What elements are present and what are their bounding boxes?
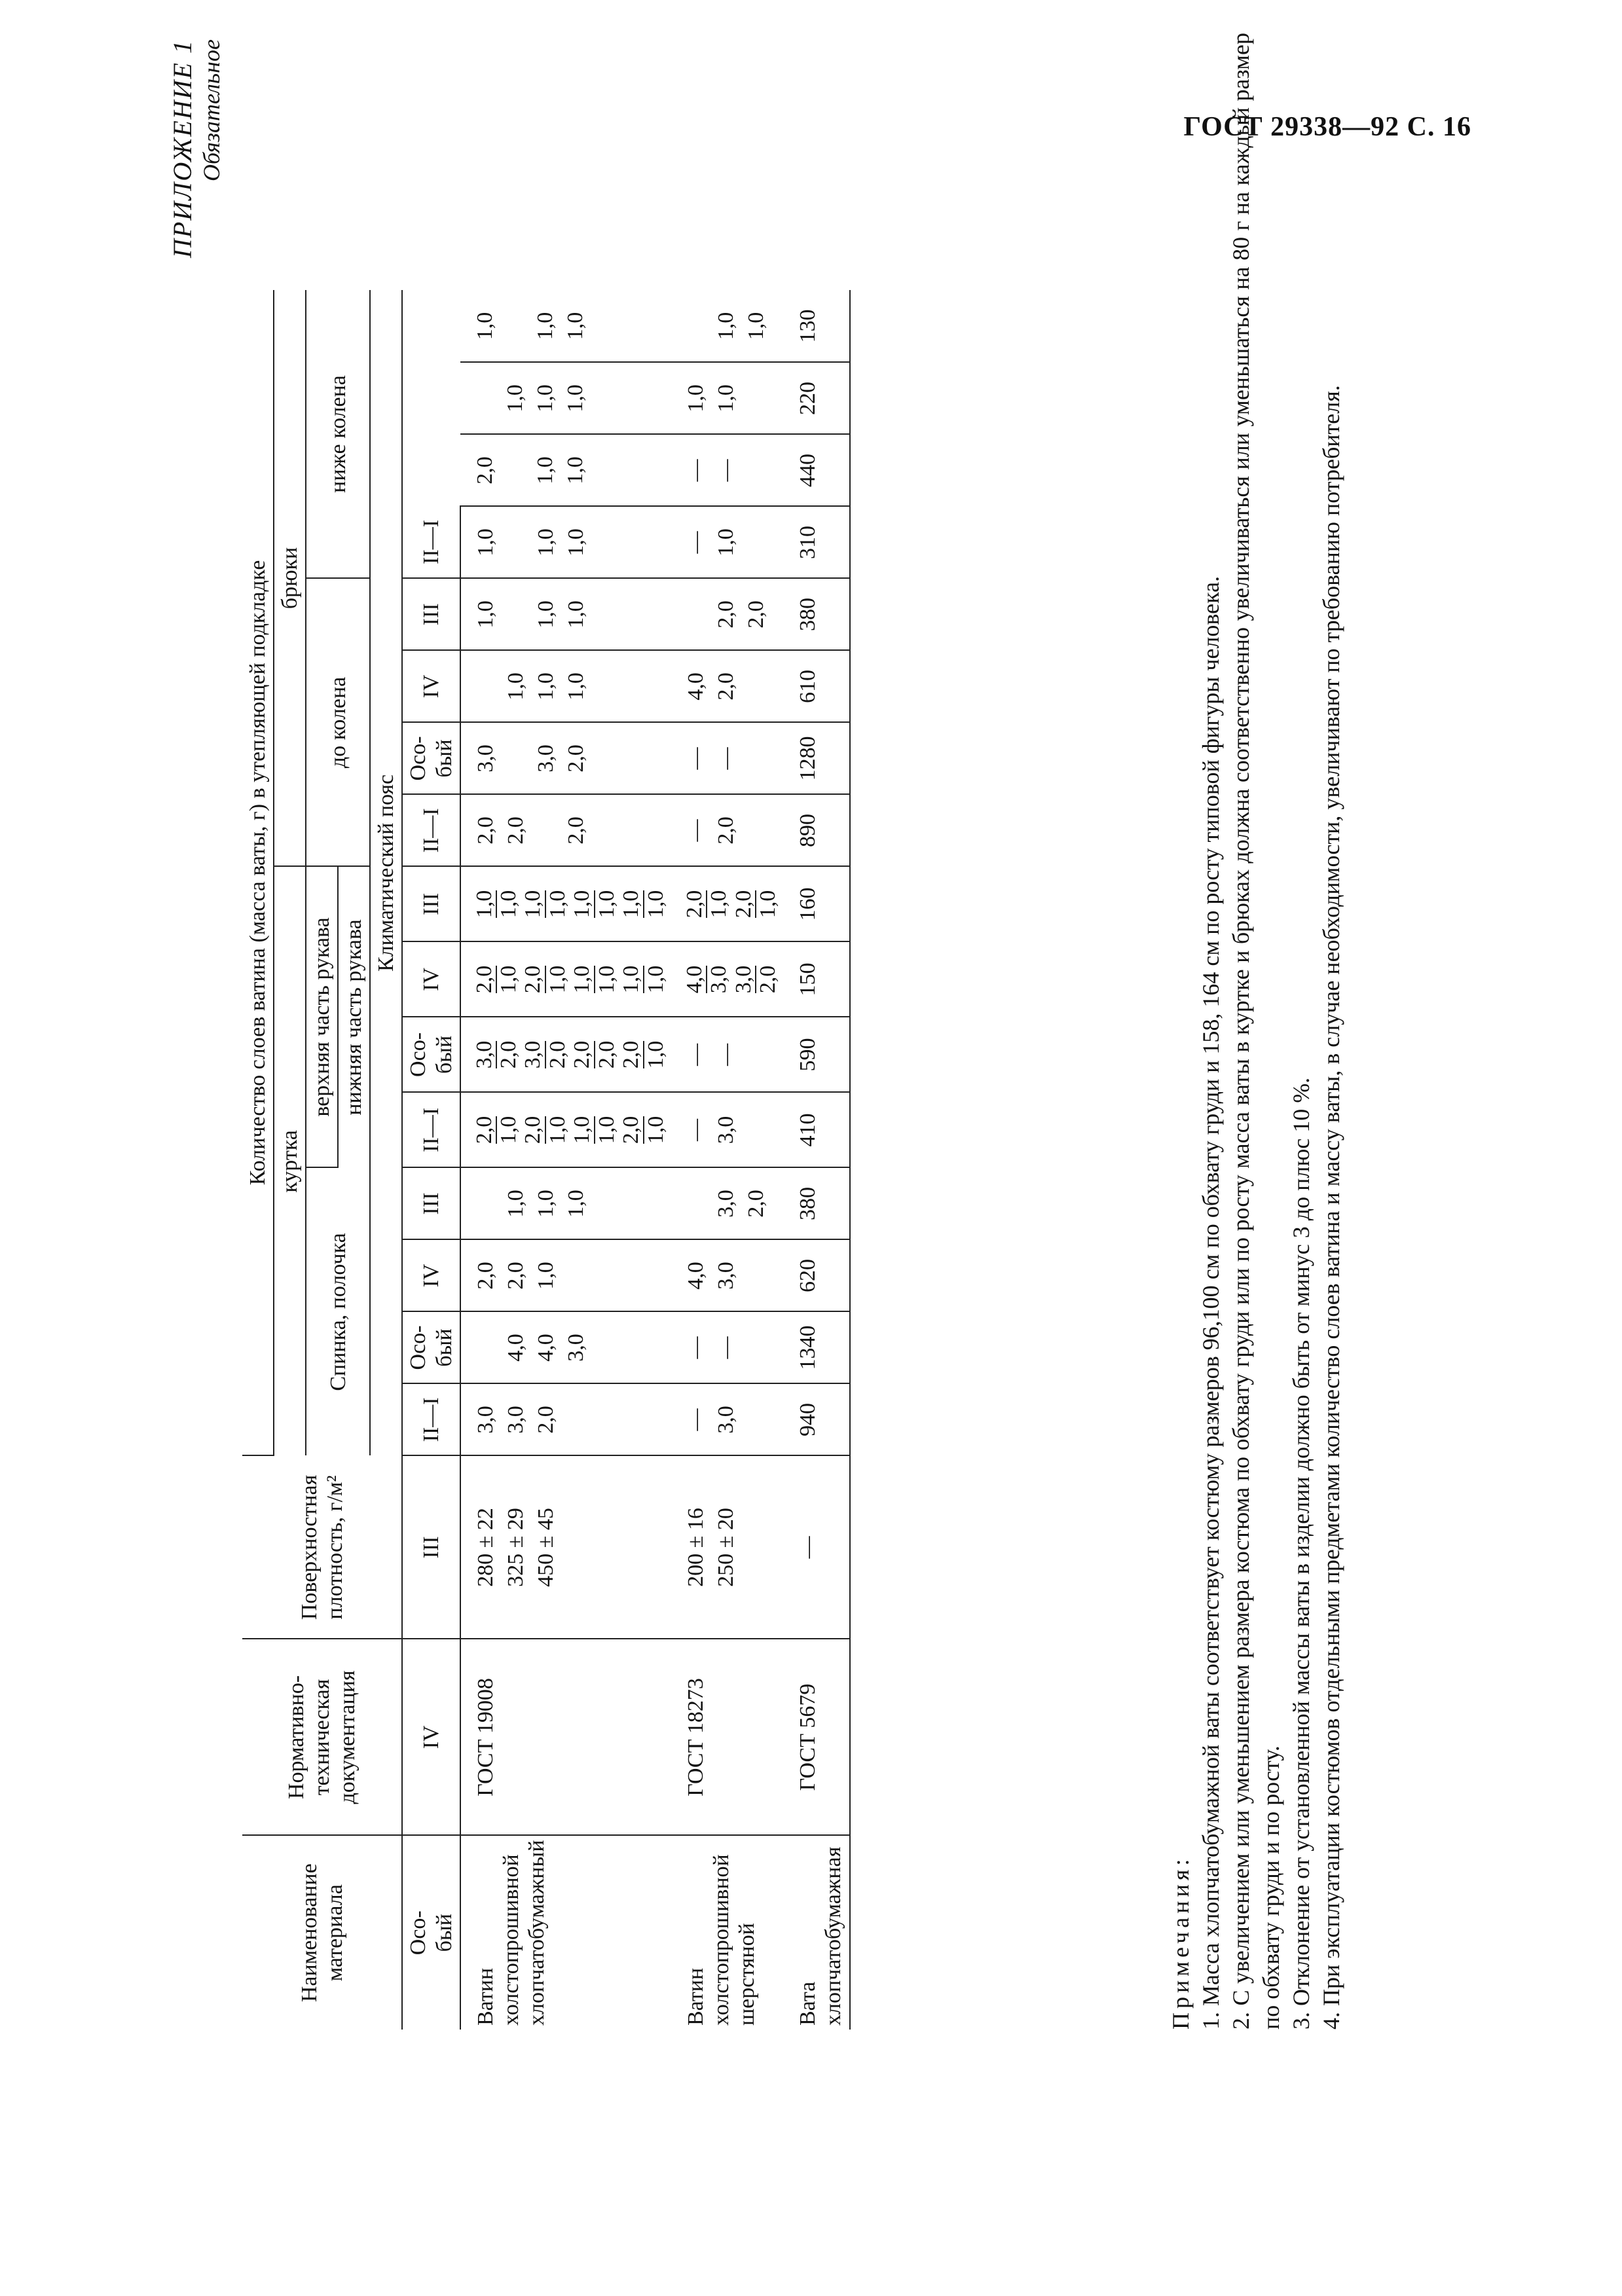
- surface-density: 200 ± 16 250 ± 20: [671, 1455, 784, 1639]
- climate-zone-label: II—I: [402, 794, 460, 866]
- header-back-front: Спинка, полочка: [306, 1167, 370, 1455]
- fraction-value: 4,0 3,0: [682, 965, 731, 994]
- climate-zone-label: III: [402, 1167, 460, 1239]
- page-header: ГОСТ 29338—92 С. 16: [1183, 112, 1471, 142]
- fraction-value: 1,0 1,0: [570, 1116, 619, 1144]
- climate-zone-label: Осо- бый: [402, 1311, 460, 1383]
- back-value: — 3,0: [671, 1383, 784, 1455]
- climate-zone-label: IV: [402, 941, 460, 1017]
- below-value: 220: [783, 362, 849, 434]
- table-row: [460, 290, 671, 2030]
- appendix-title: ПРИЛОЖЕНИЕ 1: [168, 39, 197, 258]
- climate-zone-label: Осо- бый: [402, 722, 460, 794]
- fraction-value: 2,0 1,0: [521, 1116, 570, 1144]
- below-value: 2,0 1,0 1,0: [460, 434, 671, 506]
- fraction-value: 1,0 1,0: [521, 890, 570, 919]
- knee-value: 610: [783, 650, 849, 722]
- sleeve-value: 590: [783, 1017, 849, 1092]
- header-normative-doc: Нормативно-техническая документация: [242, 1639, 402, 1835]
- header-climate-zones: [402, 290, 460, 2030]
- knee-value: 2,0 2,0 2,0: [460, 794, 671, 866]
- climate-zone-label: Осо- бый: [402, 1017, 460, 1092]
- fraction-value: 2,0 1,0: [521, 965, 570, 994]
- below-knee-value: 1,0 1,0: [671, 362, 784, 434]
- sleeve-value: [460, 941, 671, 1017]
- material-name: Ватин холстопрошивной хлопчатобумажный: [473, 1840, 549, 2026]
- knee-value: 2,0 2,0: [671, 578, 784, 650]
- fraction-value: 3,0 2,0: [521, 1040, 570, 1069]
- sleeve-value: [460, 1092, 671, 1167]
- note-3: 3. Отклонение от установленной массы ваты в изделии должно быть от минус 3 до плюс 10 %.: [1288, 1077, 1315, 2030]
- knee-value: — 2,0: [671, 794, 784, 866]
- table-body: [460, 290, 850, 2030]
- knee-value: 1,0 1,0 1,0: [460, 650, 671, 722]
- surface-density: 280 ± 22 325 ± 29 450 ± 45: [460, 1455, 671, 1639]
- sleeve-value: 150: [783, 941, 849, 1017]
- rotated-content: [168, 13, 1552, 2056]
- sleeve-value: [671, 941, 784, 1017]
- note-2: 2. С увеличением или уменьшением размера костюма по обхвату груди или по росту масса ваты в куртке и брюках должна соответственно увеличиваться или уменьшаться на 80 г на каждый размер по обхвату груди и по росту.: [1228, 33, 1285, 2030]
- table-row: [783, 290, 849, 2030]
- fraction-value: 1,0 1,0: [619, 890, 668, 919]
- below-value: 310: [783, 506, 849, 578]
- appendix-subtitle: Обязательное: [198, 39, 225, 181]
- knee-value: 1280: [783, 722, 849, 794]
- normative-doc: ГОСТ 18273: [671, 1639, 784, 1835]
- climate-zone-label: III: [402, 578, 460, 650]
- normative-doc: ГОСТ 19008: [460, 1639, 671, 1835]
- back-value: 1,0 1,0 1,0: [460, 1167, 671, 1239]
- material-name: Вата хлопчатобумажная: [783, 1835, 849, 2030]
- back-value: 4,0 4,0 3,0: [460, 1311, 671, 1383]
- sleeve-value: — 3,0: [671, 1092, 784, 1167]
- sleeve-value: [671, 866, 784, 941]
- knee-value: 4,0 2,0: [671, 650, 784, 722]
- climate-zone-label: III: [402, 1455, 460, 1639]
- below-knee-value: 1,0 1,0: [671, 290, 784, 362]
- sleeve-value: — —: [671, 1017, 784, 1092]
- below-knee-value: — —: [671, 434, 784, 506]
- fraction-value: 1,0 1,0: [570, 965, 619, 994]
- header-below-knee: ниже колена: [306, 290, 370, 578]
- below-knee-value: — 1,0: [671, 506, 784, 578]
- climate-zone-label: III: [402, 866, 460, 941]
- back-value: 940: [783, 1383, 849, 1455]
- back-value: 4,0 3,0: [671, 1239, 784, 1311]
- fraction-value: 2,0 1,0: [619, 1116, 668, 1144]
- knee-value: 380: [783, 578, 849, 650]
- back-value: 620: [783, 1239, 849, 1311]
- climate-zone-label: II—I: [402, 1092, 460, 1167]
- knee-value: 890: [783, 794, 849, 866]
- fraction-value: 2,0 1,0: [682, 890, 731, 919]
- notes: [1166, 33, 1346, 2030]
- climate-zone-label: II—I: [402, 1383, 460, 1455]
- sleeve-value: [460, 1017, 671, 1092]
- surface-density: —: [783, 1455, 849, 1639]
- sleeve-value: 160: [783, 866, 849, 941]
- fraction-value: 2,0 1,0: [471, 1116, 521, 1144]
- sleeve-value: [460, 866, 671, 941]
- header-surface-density: Поверхностная плотность, г/м²: [242, 1455, 402, 1639]
- wadding-table: [242, 290, 851, 2030]
- below-value: 1,0 1,0 1,0: [460, 506, 671, 578]
- note-4: 4. При эксплуатации костюмов отдельными предметами количество слоев ватина и массу ваты, в случае необходимости, увеличивают по требованию потребителя.: [1318, 385, 1345, 2030]
- header-material-name: Наименование материала: [242, 1835, 402, 2030]
- below-value: 1,0 1,0 1,0: [460, 362, 671, 434]
- knee-value: 1,0 1,0 1,0: [460, 578, 671, 650]
- fraction-value: 1,0 1,0: [619, 965, 668, 994]
- material-name: Ватин холстопрошивной шерстяной: [683, 1854, 759, 2026]
- appendix-label: [167, 39, 225, 258]
- back-value: 3,0 2,0: [671, 1167, 784, 1239]
- climate-zone-label: Осо- бый: [402, 1835, 460, 2030]
- header-trousers: брюки: [274, 290, 306, 866]
- header-lower-sleeve: нижняя часть рукава: [338, 866, 370, 1167]
- below-value: 1,0 1,0 1,0: [460, 290, 671, 362]
- below-value: 440: [783, 434, 849, 506]
- fraction-value: 1,0 1,0: [570, 890, 619, 919]
- notes-title: Примечания:: [1168, 1855, 1194, 2030]
- climate-zone-label: II—I: [402, 506, 460, 578]
- normative-doc: ГОСТ 5679: [783, 1639, 849, 1835]
- back-value: 380: [783, 1167, 849, 1239]
- sleeve-value: 410: [783, 1092, 849, 1167]
- header-to-knee: до колена: [306, 578, 370, 866]
- note-1: 1. Масса хлопчатобумажной ваты соответствует костюму размеров 96,100 см по обхвату груди и 158, 164 см по росту типовой фигуры человека.: [1198, 575, 1225, 2030]
- back-value: 3,0 3,0 2,0: [460, 1383, 671, 1455]
- knee-value: 3,0 3,0 2,0: [460, 722, 671, 794]
- fraction-value: 3,0 2,0: [731, 965, 781, 994]
- knee-value: — —: [671, 722, 784, 794]
- back-value: — —: [671, 1311, 784, 1383]
- fraction-value: 2,0 1,0: [731, 890, 781, 919]
- header-layer-count: Количество слоев ватина (масса ваты, г) в утепляющей подкладке: [242, 290, 274, 1455]
- back-value: 1340: [783, 1311, 849, 1383]
- header-jacket: куртка: [274, 866, 306, 1455]
- below-value: 130: [783, 290, 849, 362]
- back-value: 2,0 2,0 1,0: [460, 1239, 671, 1311]
- header-upper-sleeve: верхняя часть рукава: [306, 866, 338, 1167]
- header-climate-belt: Климатический пояс: [370, 290, 402, 1455]
- climate-zone-label: IV: [402, 650, 460, 722]
- fraction-value: 2,0 1,0: [619, 1040, 668, 1069]
- fraction-value: 1,0 1,0: [471, 890, 521, 919]
- climate-zone-label: IV: [402, 1239, 460, 1311]
- fraction-value: 2,0 2,0: [570, 1040, 619, 1069]
- table-row: [671, 290, 784, 2030]
- fraction-value: 3,0 2,0: [471, 1040, 521, 1069]
- fraction-value: 2,0 1,0: [471, 965, 521, 994]
- climate-zone-label: IV: [402, 1639, 460, 1835]
